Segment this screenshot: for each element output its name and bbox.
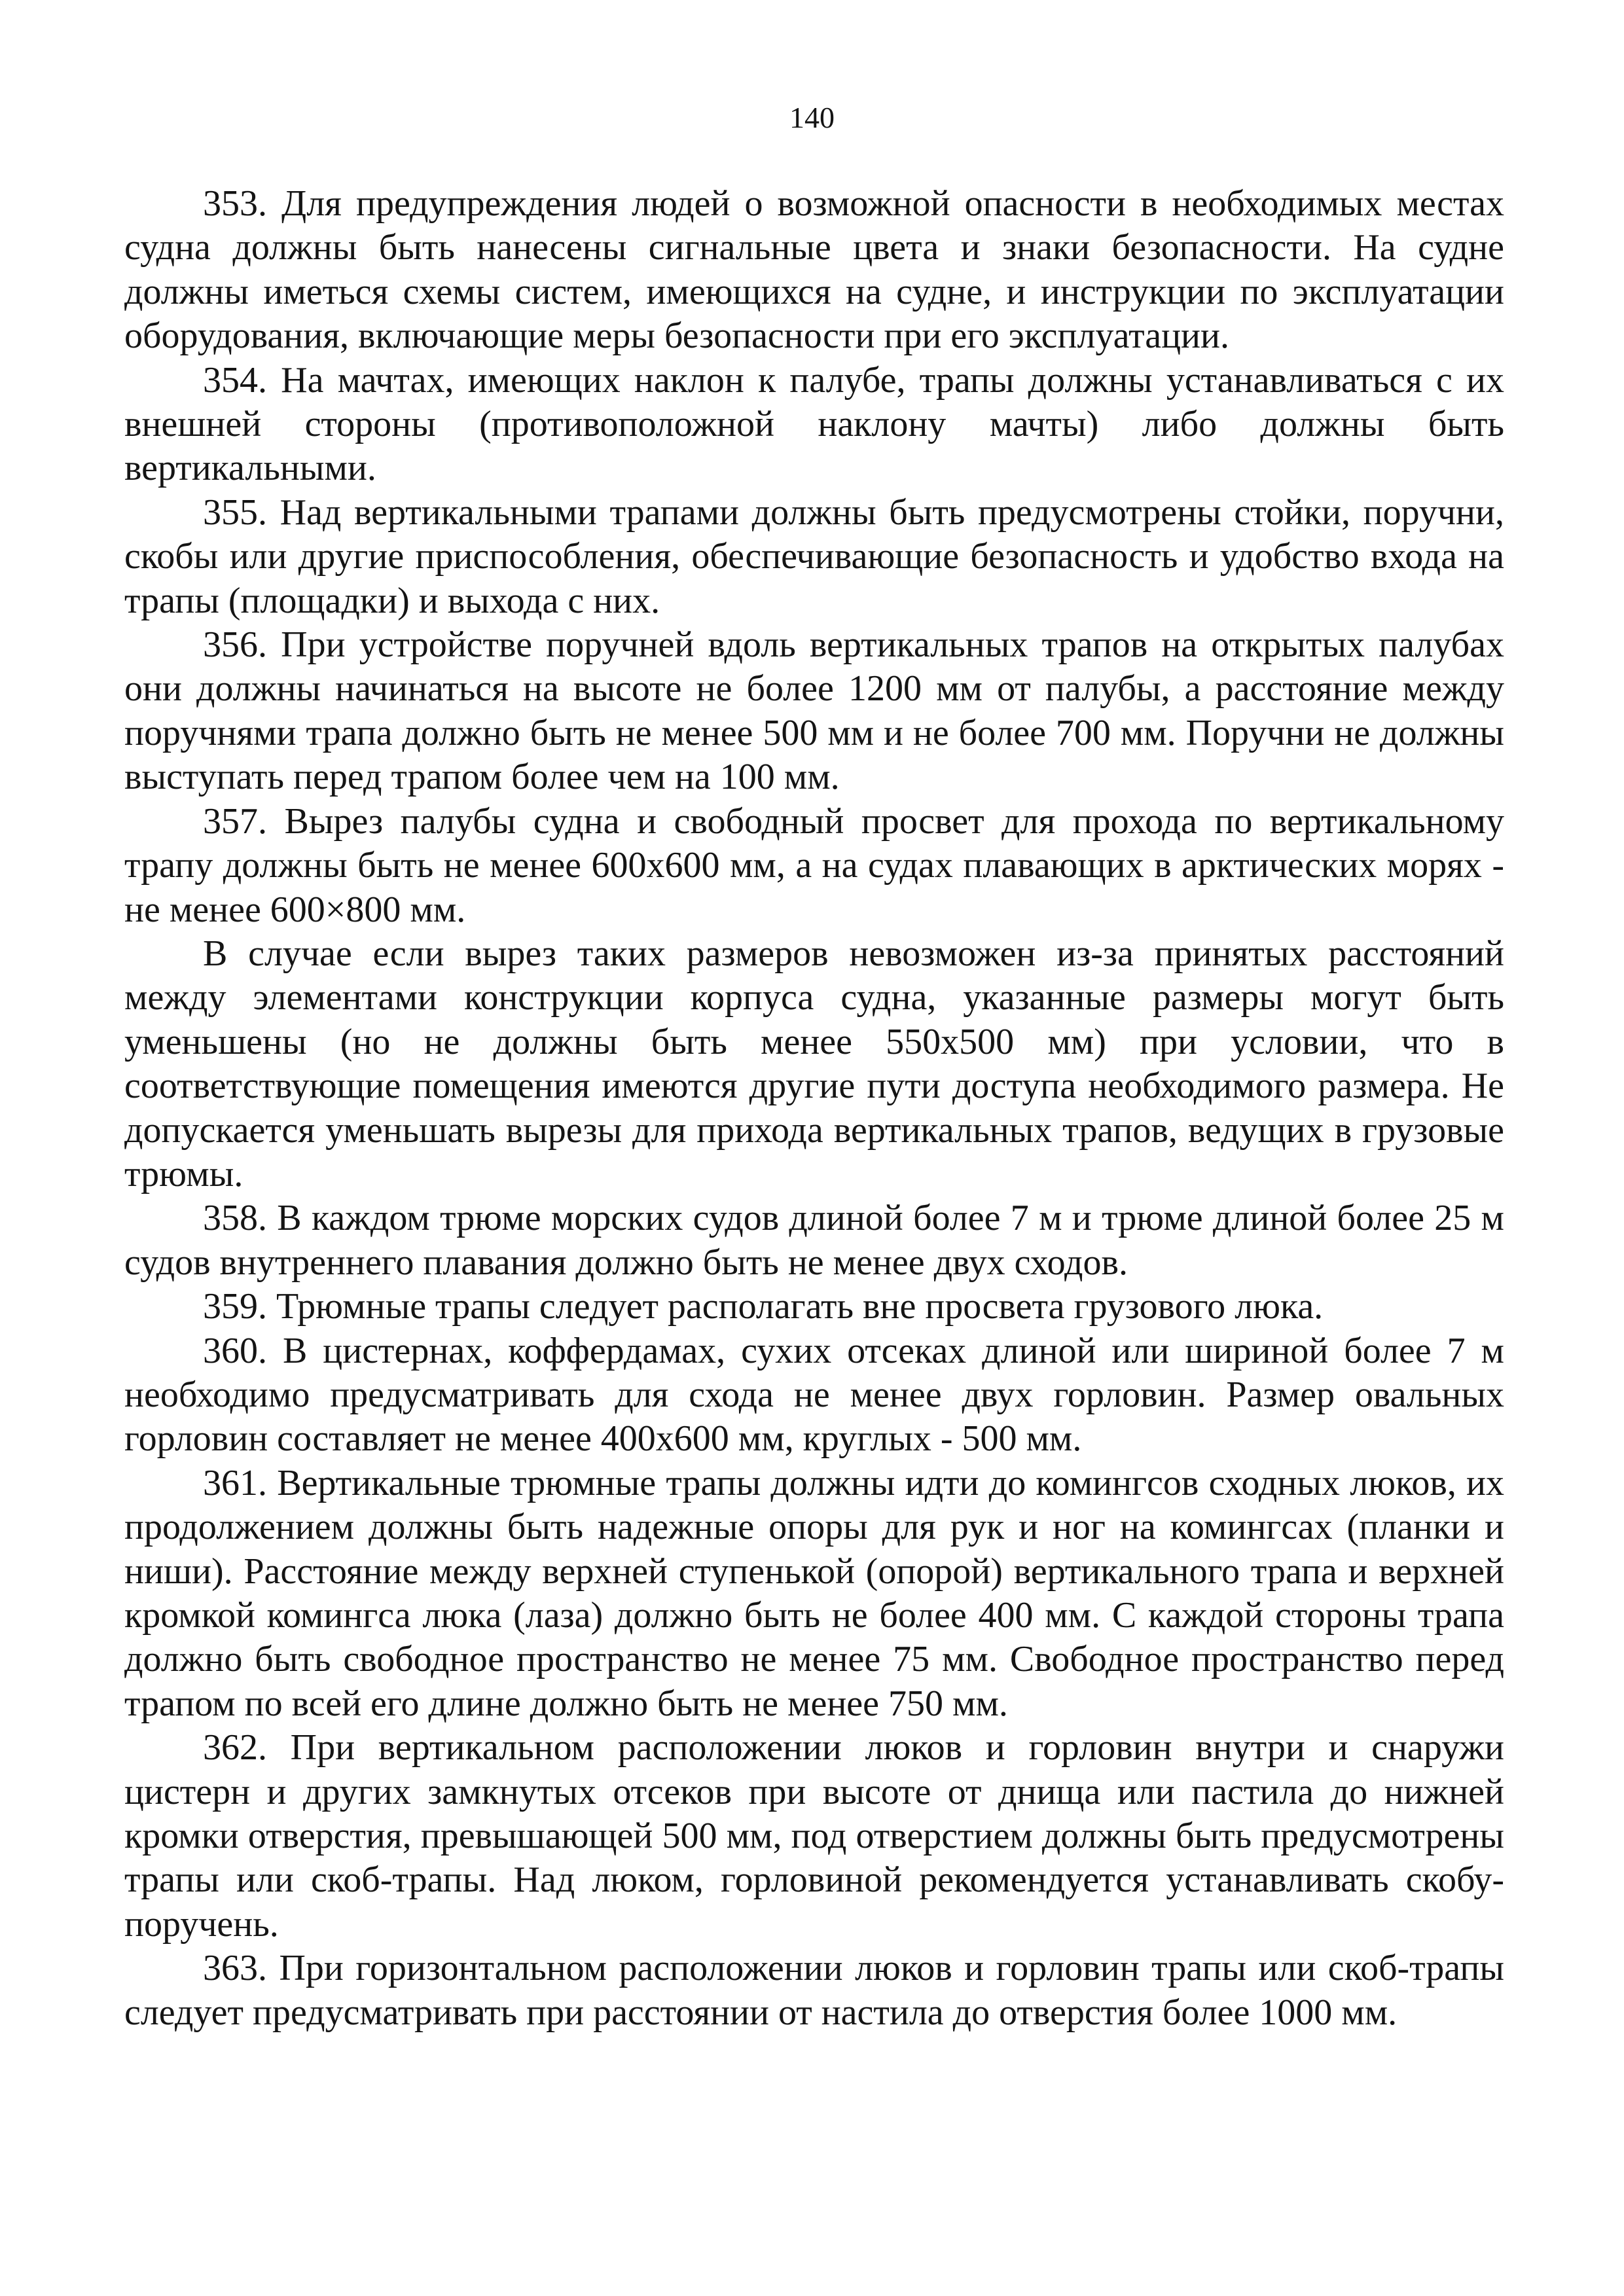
paragraph-357-continuation: В случае если вырез таких размеров невозможен из-за принятых расстояний между элементами конструкции корпуса судна, указанные размеры могут быть уменьшены (но не должны быть менее 550x500 мм) при условии, что в соответствующие помещения имеются другие пути доступа необходимого размера. Не допускается уменьшать вырезы для прихода вертикальных трапов, ведущих в грузовые трюмы. xyxy=(124,933,1504,1194)
page-number: 140 xyxy=(789,101,835,134)
document-body xyxy=(124,182,1504,2035)
paragraph-360: 360. В цистернах, коффердамах, сухих отсеках длиной или шириной более 7 м необходимо предусматривать для схода не менее двух горловин. Размер овальных горловин составляет не менее 400x600 мм, круглых - 500 мм. xyxy=(124,1330,1504,1460)
paragraph-358: 358. В каждом трюме морских судов длиной более 7 м и трюме длиной более 25 м судов внутреннего плавания должно быть не менее двух сходов. xyxy=(124,1198,1504,1283)
paragraph-355: 355. Над вертикальными трапами должны быть предусмотрены стойки, поручни, скобы или другие приспособления, обеспечивающие безопасность и удобство входа на трапы (площадки) и выхода с них. xyxy=(124,492,1504,621)
paragraph-363: 363. При горизонтальном расположении люков и горловин трапы или скоб-трапы следует предусматривать при расстоянии от настила до отверстия более 1000 мм. xyxy=(124,1948,1504,2033)
paragraph-357: 357. Вырез палубы судна и свободный просвет для прохода по вертикальному трапу должны быть не менее 600x600 мм, а на судах плавающих в арктических морях - не менее 600×800 мм. xyxy=(124,800,1504,930)
paragraph-359: 359. Трюмные трапы следует располагать вне просвета грузового люка. xyxy=(203,1286,1324,1327)
paragraph-354: 354. На мачтах, имеющих наклон к палубе, трапы должны устанавливаться с их внешней стороны (противоположной наклону мачты) либо должны быть вертикальными. xyxy=(124,359,1504,489)
paragraph-361: 361. Вертикальные трюмные трапы должны идти до комингсов сходных люков, их продолжением должны быть надежные опоры для рук и ног на комингсах (планки и ниши). Расстояние между верхней ступенькой (опорой) вертикального трапа и верхней кромкой комингса люка (лаза) должно быть не более 400 мм. С каждой стороны трапа должно быть свободное пространство не менее 75 мм. Свободное пространство перед трапом по всей его длине должно быть не менее 750 мм. xyxy=(124,1462,1504,1724)
paragraph-353: 353. Для предупреждения людей о возможной опасности в необходимых местах судна должны быть нанесены сигнальные цвета и знаки безопасности. На судне должны иметься схемы систем, имеющихся на судне, и инструкции по эксплуатации оборудования, включающие меры безопасности при его эксплуатации. xyxy=(124,183,1504,357)
paragraph-362: 362. При вертикальном расположении люков и горловин внутри и снаружи цистерн и других замкнутых отсеков при высоте от днища или пастила до нижней кромки отверстия, превышающей 500 мм, под отверстием должны быть предусмотрены трапы или скоб-трапы. Над люком, горловиной рекомендуется устанавливать скобу-поручень. xyxy=(124,1727,1504,1945)
paragraph-356: 356. При устройстве поручней вдоль вертикальных трапов на открытых палубах они должны начинаться на высоте не более 1200 мм от палубы, а расстояние между поручнями трапа должно быть не менее 500 мм и не более 700 мм. Поручни не должны выступать перед трапом более чем на 100 мм. xyxy=(124,624,1504,798)
